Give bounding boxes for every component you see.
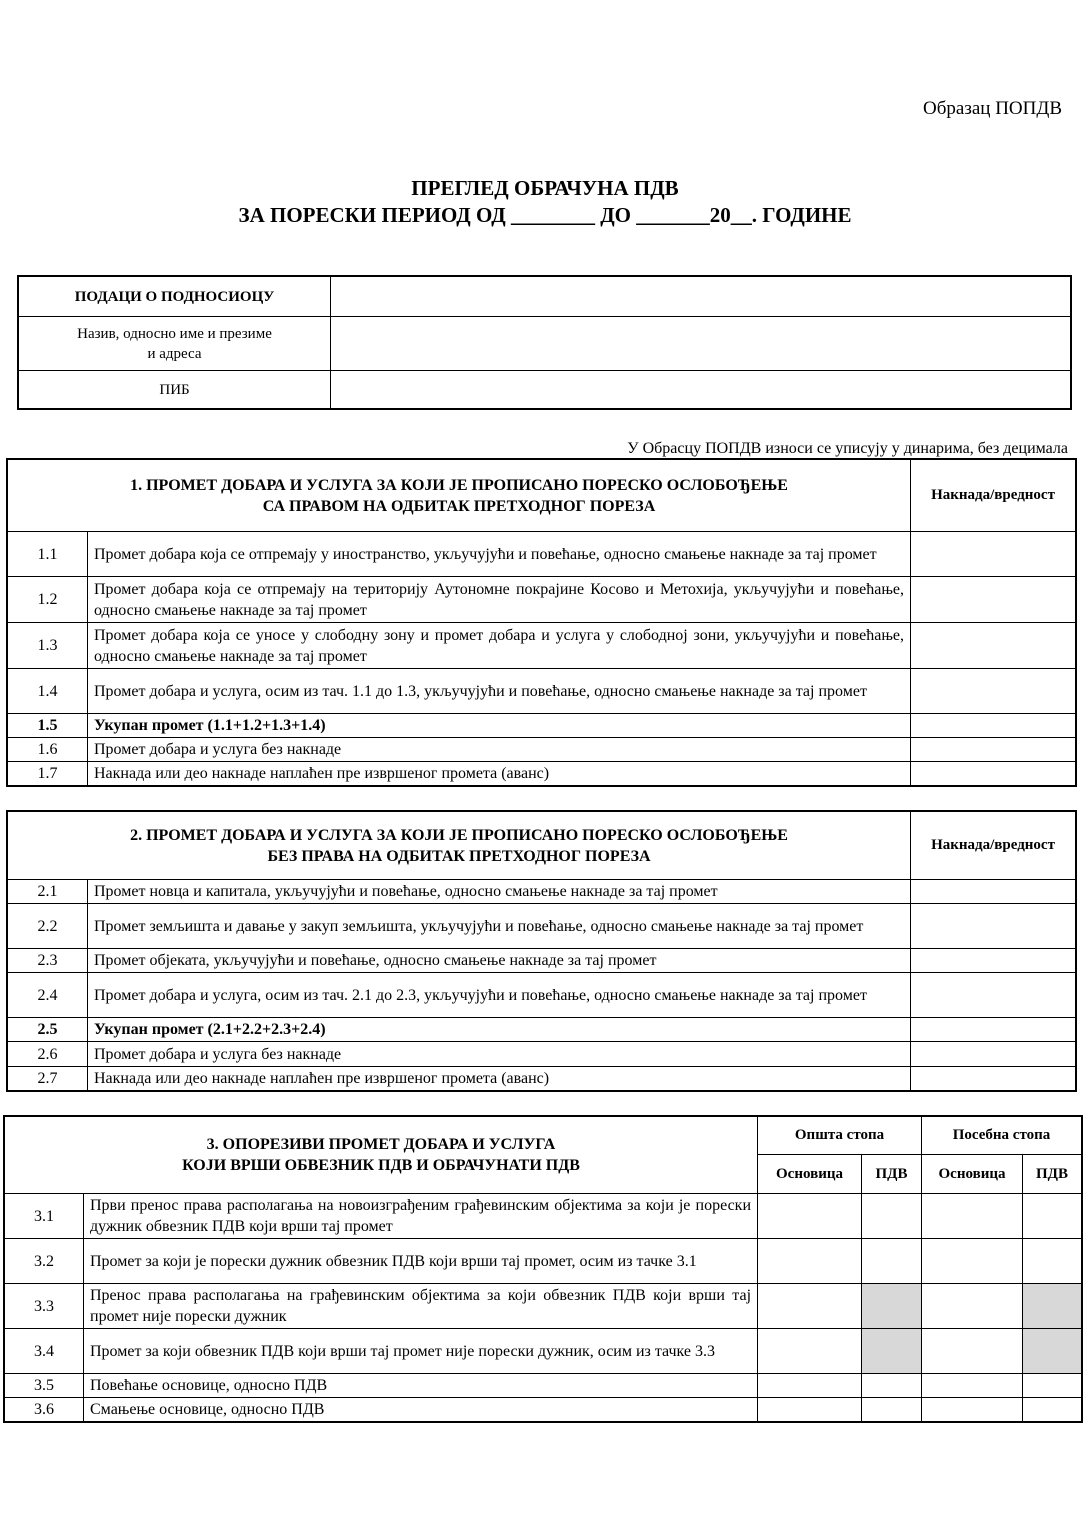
row-description: Промет добара и услуга без накнаде: [88, 1042, 911, 1067]
row-description: Први пренос права располагања на новоизграђеним грађевинским објектима за који је порески дужник обвезник ПДВ који врши тај промет: [84, 1194, 758, 1239]
row-description: Промет за који обвезник ПДВ који врши тај промет није порески дужник, осим из тачке 3.3: [84, 1329, 758, 1374]
general-rate-header: Општа стопа: [758, 1117, 922, 1155]
row-number: 2.5: [8, 1018, 88, 1042]
table-row: [5, 1398, 1082, 1422]
row-number: 1.2: [8, 577, 88, 623]
special-base-field-3-6[interactable]: [922, 1398, 1023, 1422]
row-description: Промет за који је порески дужник обвезник ПДВ који врши тај промет, осим из тачке 3.1: [84, 1239, 758, 1284]
name-address-label: [19, 317, 331, 371]
row-number: 3.5: [5, 1374, 84, 1398]
section-2-title-line2: БЕЗ ПРАВА НА ОДБИТАК ПРЕТХОДНОГ ПОРЕЗА: [267, 847, 651, 865]
table-row: [5, 1194, 1082, 1239]
row-description: Смањење основице, односно ПДВ: [84, 1398, 758, 1422]
row-description: Пренос права располагања на грађевинским објектима за који обвезник ПДВ који врши тај промет није порески дужник: [84, 1284, 758, 1329]
general-base-field-3-1[interactable]: [758, 1194, 862, 1239]
table-row: [8, 762, 1076, 786]
row-number: 1.4: [8, 669, 88, 714]
section-3-title: [5, 1117, 758, 1194]
section-2-title: [8, 812, 911, 880]
general-base-header: Основица: [758, 1155, 862, 1194]
table-row: [8, 973, 1076, 1018]
shaded-cell: [862, 1284, 922, 1329]
general-base-field-3-4[interactable]: [758, 1329, 862, 1374]
table-row-total: [8, 1018, 1076, 1042]
row-description: Промет добара и услуга без накнаде: [88, 738, 911, 762]
row-number: 2.4: [8, 973, 88, 1018]
name-address-label-line2: и адреса: [147, 345, 202, 362]
row-description: Промет добара и услуга, осим из тач. 2.1 до 2.3, укључујући и повећање, односно смањење накнаде за тај промет: [88, 973, 911, 1018]
value-field-2-5[interactable]: [911, 1018, 1076, 1042]
special-vat-header: ПДВ: [1023, 1155, 1082, 1194]
name-address-label-line1: Назив, односно име и презиме: [77, 325, 272, 342]
special-rate-header: Посебна стопа: [922, 1117, 1082, 1155]
section-3-title-line1: 3. ОПОРЕЗИВИ ПРОМЕТ ДОБАРА И УСЛУГА: [206, 1136, 556, 1153]
general-vat-field-3-1[interactable]: [862, 1194, 922, 1239]
applicant-heading-field[interactable]: [331, 277, 1071, 317]
value-field-2-4[interactable]: [911, 973, 1076, 1018]
section-2-table: [7, 811, 1076, 1091]
special-base-field-3-3[interactable]: [922, 1284, 1023, 1329]
value-field-1-1[interactable]: [911, 532, 1076, 577]
row-description: Промет добара која се уносе у слободну зону и промет добара и услуга у слободној зони, укључујући и повећање, односно смањење накнаде за тај промет: [88, 623, 911, 669]
shaded-cell: [1023, 1329, 1082, 1374]
general-base-field-3-5[interactable]: [758, 1374, 862, 1398]
page-title: ПРЕГЛЕД ОБРАЧУНА ПДВ: [411, 176, 679, 200]
special-vat-field-3-5[interactable]: [1023, 1374, 1082, 1398]
general-base-field-3-2[interactable]: [758, 1239, 862, 1284]
row-number: 3.1: [5, 1194, 84, 1239]
general-vat-header: ПДВ: [862, 1155, 922, 1194]
shaded-cell: [1023, 1284, 1082, 1329]
row-number: 1.5: [8, 714, 88, 738]
table-row: [8, 623, 1076, 669]
applicant-heading: ПОДАЦИ О ПОДНОСИОЦУ: [19, 277, 331, 317]
section-1-value-header: Накнада/вредност: [911, 460, 1076, 532]
row-description: Укупан промет (2.1+2.2+2.3+2.4): [88, 1018, 911, 1042]
row-number: 3.3: [5, 1284, 84, 1329]
special-base-header: Основица: [922, 1155, 1023, 1194]
general-vat-field-3-2[interactable]: [862, 1239, 922, 1284]
row-description: Промет новца и капитала, укључујући и повећање, односно смањење накнаде за тај промет: [88, 880, 911, 904]
value-field-1-4[interactable]: [911, 669, 1076, 714]
table-row: [8, 1042, 1076, 1067]
general-base-field-3-3[interactable]: [758, 1284, 862, 1329]
value-field-1-2[interactable]: [911, 577, 1076, 623]
general-base-field-3-6[interactable]: [758, 1398, 862, 1422]
row-description: Повећање основице, односно ПДВ: [84, 1374, 758, 1398]
row-description: Промет добара и услуга, осим из тач. 1.1 до 1.3, укључујући и повећање, односно смањење накнаде за тај промет: [88, 669, 911, 714]
name-address-field[interactable]: [331, 317, 1071, 371]
row-number: 2.1: [8, 880, 88, 904]
value-field-2-7[interactable]: [911, 1067, 1076, 1091]
pib-field[interactable]: [331, 371, 1071, 409]
special-vat-field-3-6[interactable]: [1023, 1398, 1082, 1422]
row-number: 3.6: [5, 1398, 84, 1422]
row-description: Промет добара која се отпремају у иностранство, укључујући и повећање, односно смањење накнаде за тај промет: [88, 532, 911, 577]
form-label: Образац ПОПДВ: [923, 98, 1062, 119]
row-number: 2.3: [8, 949, 88, 973]
value-field-1-3[interactable]: [911, 623, 1076, 669]
row-number: 2.7: [8, 1067, 88, 1091]
row-number: 1.3: [8, 623, 88, 669]
table-row: [8, 577, 1076, 623]
value-field-2-1[interactable]: [911, 880, 1076, 904]
row-number: 3.4: [5, 1329, 84, 1374]
section-1-title-line1: 1. ПРОМЕТ ДОБАРА И УСЛУГА ЗА КОЈИ ЈЕ ПРОПИСАНО ПОРЕСКО ОСЛОБОЂЕЊЕ: [130, 476, 788, 494]
special-base-field-3-2[interactable]: [922, 1239, 1023, 1284]
section-1-table: [7, 459, 1076, 786]
table-row: [8, 1067, 1076, 1091]
table-row: [5, 1374, 1082, 1398]
section-1-title: [8, 460, 911, 532]
row-number: 1.7: [8, 762, 88, 786]
section-2-title-line1: 2. ПРОМЕТ ДОБАРА И УСЛУГА ЗА КОЈИ ЈЕ ПРОПИСАНО ПОРЕСКО ОСЛОБОЂЕЊЕ: [130, 826, 788, 844]
amounts-note: У Обрасцу ПОПДВ износи се уписују у динарима, без децимала: [627, 440, 1068, 457]
table-row: [5, 1284, 1082, 1329]
shaded-cell: [862, 1329, 922, 1374]
applicant-table: [18, 276, 1071, 409]
value-field-1-5[interactable]: [911, 714, 1076, 738]
general-vat-field-3-6[interactable]: [862, 1398, 922, 1422]
table-row: [8, 669, 1076, 714]
pib-label: ПИБ: [19, 371, 331, 409]
row-number: 2.2: [8, 904, 88, 949]
special-vat-field-3-2[interactable]: [1023, 1239, 1082, 1284]
row-number: 2.6: [8, 1042, 88, 1067]
value-field-1-6[interactable]: [911, 738, 1076, 762]
table-row: [8, 880, 1076, 904]
value-field-1-7[interactable]: [911, 762, 1076, 786]
special-base-field-3-5[interactable]: [922, 1374, 1023, 1398]
special-base-field-3-1[interactable]: [922, 1194, 1023, 1239]
table-row: [8, 738, 1076, 762]
value-field-2-2[interactable]: [911, 904, 1076, 949]
table-row: [8, 949, 1076, 973]
row-description: Промет земљишта и давање у закуп земљишта, укључујући и повећање, односно смањење накнаде за тај промет: [88, 904, 911, 949]
general-vat-field-3-5[interactable]: [862, 1374, 922, 1398]
row-description: Накнада или део накнаде наплаћен пре извршеног промета (аванс): [88, 1067, 911, 1091]
table-row: [8, 532, 1076, 577]
row-description: Укупан промет (1.1+1.2+1.3+1.4): [88, 714, 911, 738]
table-row: [8, 904, 1076, 949]
section-1-title-line2: СА ПРАВОМ НА ОДБИТАК ПРЕТХОДНОГ ПОРЕЗА: [262, 497, 656, 515]
value-field-2-3[interactable]: [911, 949, 1076, 973]
row-number: 1.1: [8, 532, 88, 577]
row-number: 3.2: [5, 1239, 84, 1284]
special-base-field-3-4[interactable]: [922, 1329, 1023, 1374]
table-row: [5, 1329, 1082, 1374]
section-3-table: [4, 1116, 1082, 1422]
value-field-2-6[interactable]: [911, 1042, 1076, 1067]
row-number: 1.6: [8, 738, 88, 762]
table-row: [5, 1239, 1082, 1284]
row-description: Промет објеката, укључујући и повећање, односно смањење накнаде за тај промет: [88, 949, 911, 973]
row-description: Промет добара која се отпремају на територију Аутономне покрајине Косово и Метохија, укључујући и повећање, односно смањење накнаде за тај промет: [88, 577, 911, 623]
page-subtitle-period: ЗА ПОРЕСКИ ПЕРИОД ОД ________ ДО _______20__. ГОДИНЕ: [238, 203, 852, 227]
section-3-title-line2: КОЈИ ВРШИ ОБВЕЗНИК ПДВ И ОБРАЧУНАТИ ПДВ: [182, 1157, 580, 1174]
section-2-value-header: Накнада/вредност: [911, 812, 1076, 880]
row-description: Накнада или део накнаде наплаћен пре извршеног промета (аванс): [88, 762, 911, 786]
table-row-total: [8, 714, 1076, 738]
special-vat-field-3-1[interactable]: [1023, 1194, 1082, 1239]
